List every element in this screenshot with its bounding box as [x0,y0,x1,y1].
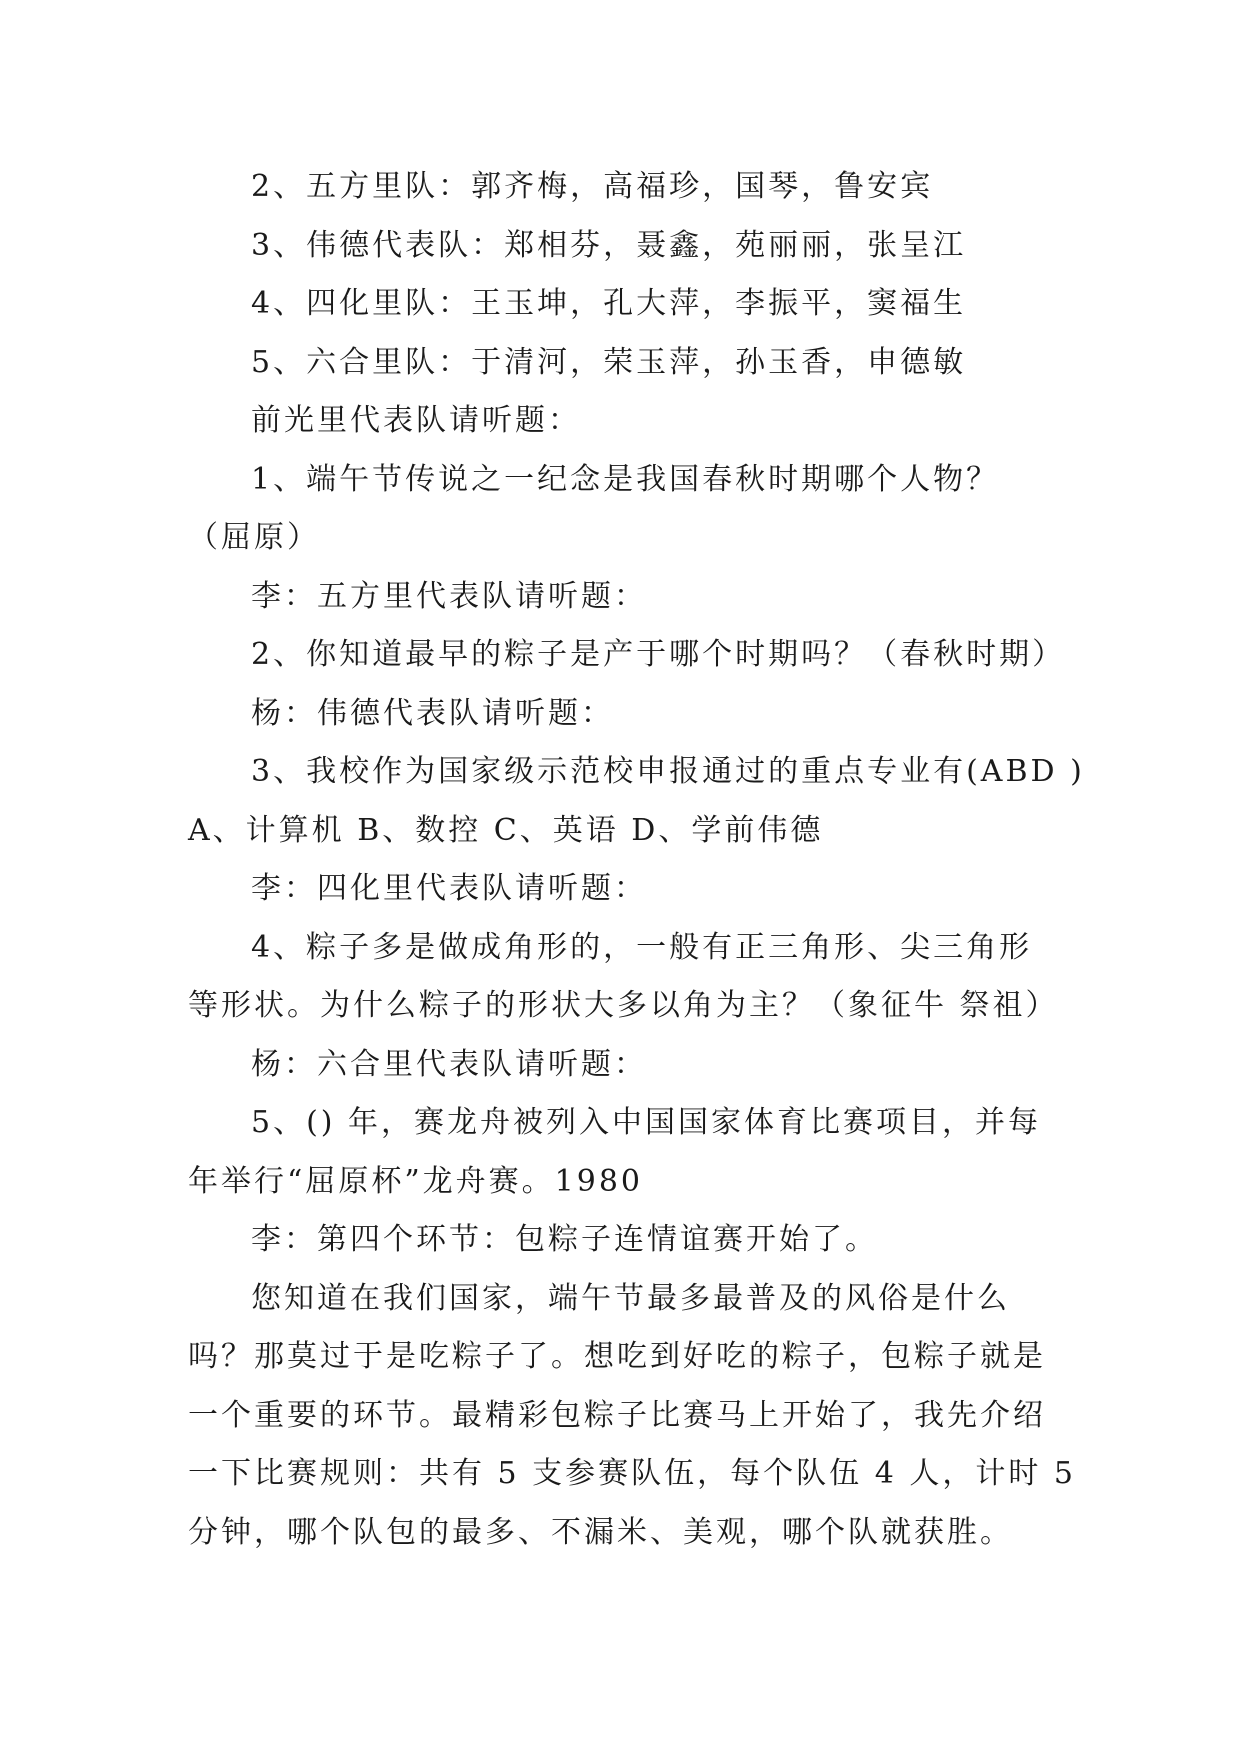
paragraph-line-1: 您知道在我们国家，端午节最多最普及的风俗是什么 [251,1280,1010,1316]
team-line-sihuali: 4、四化里队：王玉坤，孔大萍，李振平，窦福生 [251,286,967,321]
team-line-liuheli: 5、六合里队：于清河，荣玉萍，孙玉香，申德敏 [251,344,967,380]
question-intro-weide: 杨：伟德代表队请听题： [251,695,614,731]
paragraph-line-2: 吗？那莫过于是吃粽子了。想吃到好吃的粽子，包粽子就是 [188,1339,1046,1374]
question-intro-sihuali: 李：四化里代表队请听题： [251,871,647,906]
question-intro-liuheli: 杨：六合里代表队请听题： [251,1046,647,1082]
question-1-answer: （屈原） [188,520,320,555]
paragraph-line-4: 一下比赛规则：共有 5 支参赛队伍，每个队伍 4 人，计时 5 [188,1456,1076,1491]
question-3-options: A、计算机 B、数控 C、英语 D、学前伟德 [188,812,824,848]
paragraph-line-3: 一个重要的环节。最精彩包粽子比赛马上开始了，我先介绍 [188,1397,1046,1433]
question-5: 5、() 年，赛龙舟被列入中国国家体育比赛项目，并每 [251,1105,1042,1140]
question-4: 4、粽子多是做成角形的，一般有正三角形、尖三角形 [251,929,1033,965]
question-3: 3、我校作为国家级示范校申报通过的重点专业有(ABD ) [251,754,1085,789]
team-line-wufangli: 2、五方里队：郭齐梅，高福珍，国琴，鲁安宾 [251,169,934,204]
question-4-continued: 等形状。为什么粽子的形状大多以角为主？（象征牛 祭祖） [188,988,1059,1023]
question-1: 1、端午节传说之一纪念是我国春秋时期哪个人物？ [251,461,1000,497]
team-line-weide: 3、伟德代表队：郑相芬，聂鑫，苑丽丽，张呈江 [251,227,967,263]
document-body [188,158,1085,1562]
question-intro-wufangli: 李：五方里代表队请听题： [251,578,647,614]
question-2: 2、你知道最早的粽子是产于哪个时期吗？（春秋时期） [251,637,1066,672]
question-intro-qianguangli: 前光里代表队请听题： [251,403,581,438]
section-four-intro: 李：第四个环节：包粽子连情谊赛开始了。 [251,1222,878,1257]
question-5-continued: 年举行“屈原杯”龙舟赛。1980 [188,1163,644,1199]
paragraph-line-5: 分钟，哪个队包的最多、不漏米、美观，哪个队就获胜。 [188,1514,1013,1550]
